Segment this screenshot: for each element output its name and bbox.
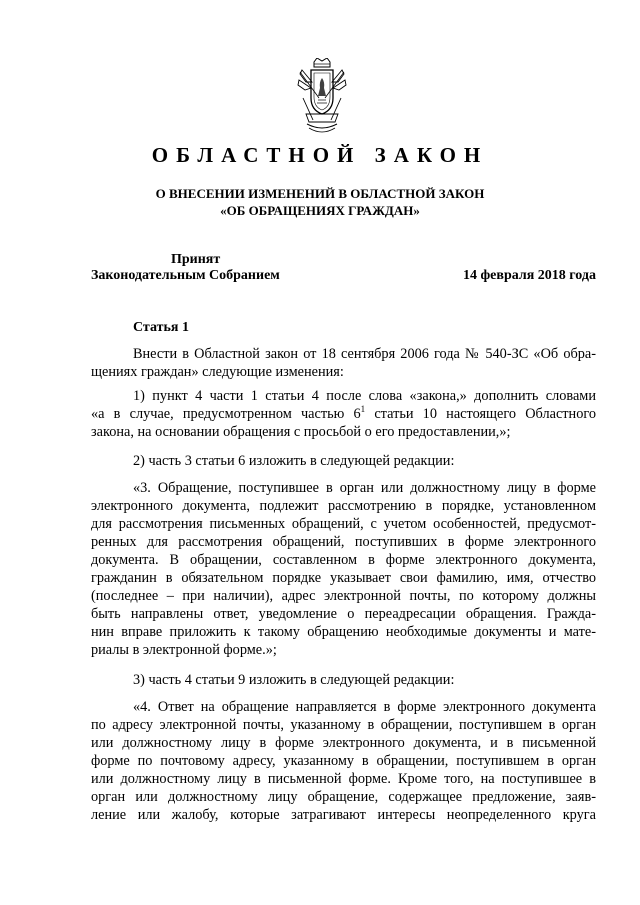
item2-quote-line: «3. Обращение, поступившее в орган или должностному лицу в форме xyxy=(133,480,596,496)
item2-quote-line: нин вправе приложить к такому обращению необходимые документы и мате- xyxy=(91,624,596,640)
item3-quote-line: орган или должностному лицу обращение, содержащее предложение, заяв- xyxy=(91,789,596,805)
coat-of-arms-emblem xyxy=(297,58,347,138)
item1-superscript: 1 xyxy=(360,404,366,414)
item1-line: 1) пункт 4 части 1 статьи 4 после слова «закона,» дополнить словами xyxy=(133,388,596,404)
item3-quote-line: «4. Ответ на обращение направляется в форме электронного документа xyxy=(133,699,596,715)
item1-text-after: статьи 10 настоящего Областного xyxy=(365,406,596,422)
item2-quote-line: гражданин в обязательном порядке указывает свои фамилию, имя, отчество xyxy=(91,570,596,586)
item2-quote-line: ренных для рассмотрения обращений, поступивших в форме электронного xyxy=(91,534,596,550)
adoption-label: Принят xyxy=(171,252,221,267)
intro-line: Внести в Областной закон от 18 сентября 2006 года № 540-ЗС «Об обра- xyxy=(133,346,596,362)
article-heading: Статья 1 xyxy=(133,320,189,335)
adoption-body: Законодательным Собранием xyxy=(91,268,280,283)
intro-line: щениях граждан» следующие изменения: xyxy=(91,364,344,380)
item2-quote-line: электронного документа, подлежит рассмотрению в порядке, установленном xyxy=(91,498,596,514)
item2-quote-line: (последнее – при наличии), адрес электронной почты, по которому должны xyxy=(91,588,596,604)
item1-line xyxy=(91,406,596,423)
item1-line: закона, на основании обращения с просьбой о его предоставлении,»; xyxy=(91,424,511,440)
item3-line: 3) часть 4 статьи 9 изложить в следующей редакции: xyxy=(133,672,455,688)
item3-quote-line: или должностному лицу в письменной форме. Кроме того, на поступившее в xyxy=(91,771,596,787)
item2-line: 2) часть 3 статьи 6 изложить в следующей редакции: xyxy=(133,453,455,469)
item2-quote-line: быть направлены ответ, уведомление о переадресации обращения. Гражда- xyxy=(91,606,596,622)
document-subtitle-line1: О ВНЕСЕНИИ ИЗМЕНЕНИЙ В ОБЛАСТНОЙ ЗАКОН xyxy=(155,186,485,201)
document-subtitle-line2: «ОБ ОБРАЩЕНИЯХ ГРАЖДАН» xyxy=(220,203,420,218)
item3-quote-line: или должностному лицу в форме электронного документа, и в письменной xyxy=(91,735,596,751)
item3-quote-line: по адресу электронной почты, указанному в обращении, поступившем в орган xyxy=(91,717,596,733)
item2-quote-line: документа. В обращении, составленном в форме электронного документа, xyxy=(91,552,596,568)
item3-quote-line: ление или жалобу, которые затрагивают интересы неопределенного круга xyxy=(91,807,596,823)
item3-quote-line: форме по почтовому адресу, указанному в обращении, поступившем в орган xyxy=(91,753,596,769)
item2-quote-line: для рассмотрения письменных обращений, с учетом особенностей, предусмот- xyxy=(91,516,596,532)
document-title: ОБЛАСТНОЙ ЗАКОН xyxy=(151,143,489,167)
adoption-date: 14 февраля 2018 года xyxy=(463,268,596,283)
item1-text-before: «а в случае, предусмотренном частью 6 xyxy=(91,406,361,422)
item2-quote-line: риалы в электронной форме.»; xyxy=(91,642,277,658)
